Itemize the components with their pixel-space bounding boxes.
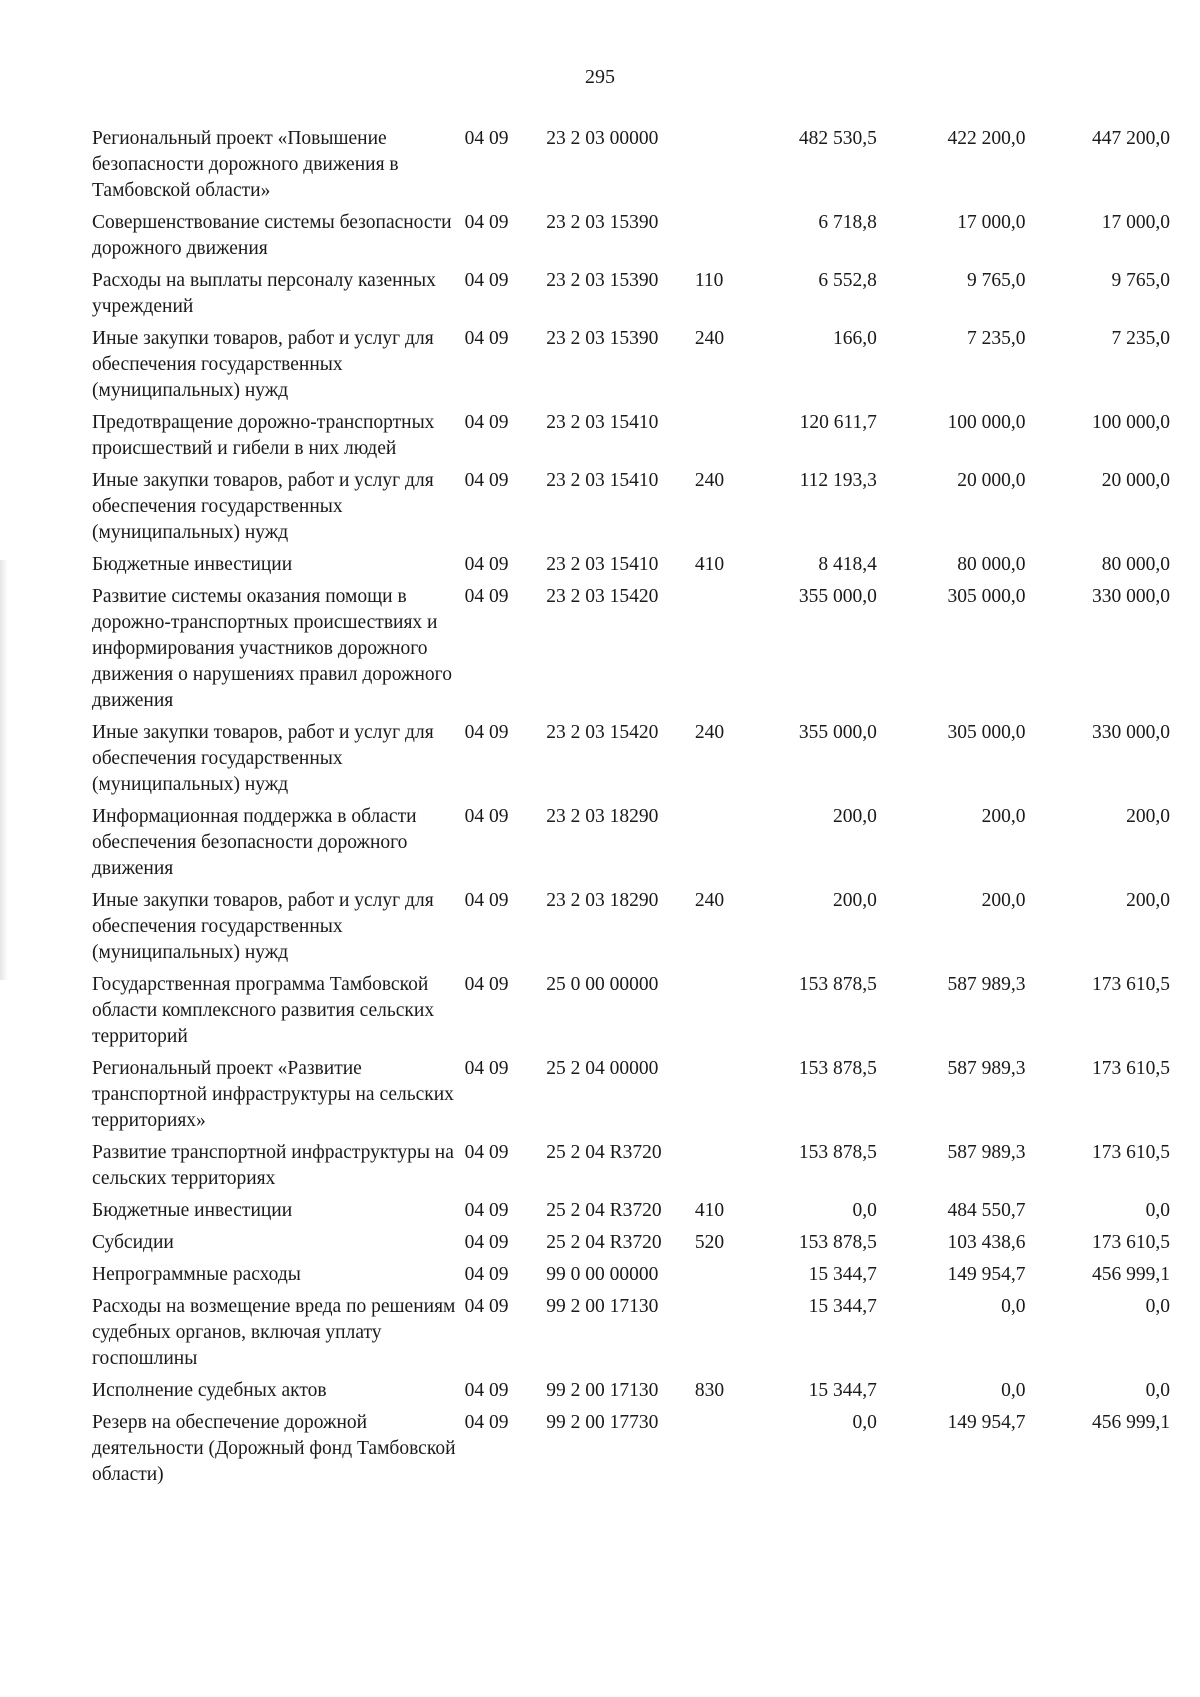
target-article-cell: 23 2 03 15420 bbox=[546, 722, 659, 743]
amount-year1-cell: 0,0 bbox=[852, 1412, 877, 1433]
target-article-cell: 23 2 03 15390 bbox=[546, 270, 659, 291]
amount-year2-cell: 305 000,0 bbox=[947, 586, 1026, 607]
amount-year3-cell: 9 765,0 bbox=[1111, 270, 1170, 291]
table-row bbox=[92, 410, 1170, 468]
section-code-cell: 04 09 bbox=[464, 212, 509, 233]
expense-type-cell bbox=[695, 410, 741, 468]
target-article-cell: 99 2 00 17730 bbox=[546, 1412, 659, 1433]
table-row bbox=[92, 1056, 1170, 1140]
amount-year1-cell: 15 344,7 bbox=[808, 1296, 877, 1317]
amount-year2-cell: 17 000,0 bbox=[957, 212, 1026, 233]
amount-year3-cell: 447 200,0 bbox=[1092, 128, 1170, 149]
expense-type-cell: 240 bbox=[694, 470, 725, 491]
expense-type-cell bbox=[695, 1140, 741, 1198]
amount-year1-cell: 15 344,7 bbox=[808, 1264, 877, 1285]
expense-type-cell: 110 bbox=[694, 270, 724, 291]
table-row bbox=[92, 1140, 1170, 1198]
amount-year1-cell: 6 552,8 bbox=[818, 270, 877, 291]
amount-year2-cell: 305 000,0 bbox=[947, 722, 1026, 743]
row-name-cell: Предотвращение дорожно-транспортных происшествий и гибели в них людей bbox=[92, 412, 435, 459]
target-article-cell: 99 0 00 00000 bbox=[546, 1264, 659, 1285]
table-row bbox=[92, 1294, 1170, 1378]
amount-year3-cell: 200,0 bbox=[1126, 890, 1170, 911]
amount-year1-cell: 153 878,5 bbox=[798, 1142, 877, 1163]
section-code-cell: 04 09 bbox=[464, 128, 509, 149]
table-row bbox=[92, 1410, 1170, 1494]
row-name-cell: Региональный проект «Развитие транспортной инфраструктуры на сельских территориях» bbox=[92, 1058, 454, 1131]
target-article-cell: 25 2 04 00000 bbox=[546, 1058, 659, 1079]
section-code-cell: 04 09 bbox=[464, 1142, 509, 1163]
amount-year1-cell: 200,0 bbox=[833, 806, 877, 827]
table-row bbox=[92, 326, 1170, 410]
amount-year3-cell: 456 999,1 bbox=[1092, 1412, 1170, 1433]
target-article-cell: 23 2 03 18290 bbox=[546, 890, 659, 911]
amount-year1-cell: 120 611,7 bbox=[799, 412, 877, 433]
expense-type-cell: 410 bbox=[694, 554, 725, 575]
row-name-cell: Иные закупки товаров, работ и услуг для обеспечения государственных (муниципальных) нужд bbox=[92, 890, 434, 963]
amount-year3-cell: 173 610,5 bbox=[1092, 1232, 1170, 1253]
expense-type-cell bbox=[695, 804, 741, 888]
amount-year1-cell: 153 878,5 bbox=[798, 1232, 877, 1253]
target-article-cell: 99 2 00 17130 bbox=[546, 1380, 659, 1401]
amount-year2-cell: 200,0 bbox=[981, 806, 1026, 827]
table-row bbox=[92, 552, 1170, 584]
section-code-cell: 04 09 bbox=[464, 586, 509, 607]
amount-year3-cell: 80 000,0 bbox=[1101, 554, 1170, 575]
target-article-cell: 99 2 00 17130 bbox=[546, 1296, 659, 1317]
amount-year2-cell: 422 200,0 bbox=[947, 128, 1026, 149]
section-code-cell: 04 09 bbox=[464, 412, 509, 433]
expense-type-cell bbox=[695, 1056, 741, 1140]
target-article-cell: 23 2 03 15390 bbox=[546, 212, 659, 233]
table-row bbox=[92, 126, 1170, 210]
row-name-cell: Непрограммные расходы bbox=[92, 1264, 301, 1285]
target-article-cell: 23 2 03 15420 bbox=[546, 586, 659, 607]
expense-type-cell bbox=[695, 972, 741, 1056]
table-row bbox=[92, 1230, 1170, 1262]
table-row bbox=[92, 804, 1170, 888]
row-name-cell: Развитие транспортной инфраструктуры на сельских территориях bbox=[92, 1142, 454, 1189]
amount-year3-cell: 20 000,0 bbox=[1101, 470, 1170, 491]
row-name-cell: Иные закупки товаров, работ и услуг для обеспечения государственных (муниципальных) нужд bbox=[92, 470, 434, 543]
target-article-cell: 25 2 04 R3720 bbox=[546, 1200, 662, 1221]
section-code-cell: 04 09 bbox=[464, 470, 509, 491]
amount-year2-cell: 587 989,3 bbox=[947, 1058, 1026, 1079]
amount-year2-cell: 200,0 bbox=[981, 890, 1026, 911]
expense-type-cell: 830 bbox=[694, 1380, 725, 1401]
row-name-cell: Развитие системы оказания помощи в дорожно-транспортных происшествиях и информирования участников дорожного движения о нарушениях правил дорожного движения bbox=[92, 586, 452, 711]
row-name-cell: Расходы на выплаты персоналу казенных учреждений bbox=[92, 270, 436, 317]
amount-year3-cell: 7 235,0 bbox=[1111, 328, 1170, 349]
section-code-cell: 04 09 bbox=[464, 1264, 509, 1285]
expense-type-cell: 240 bbox=[694, 328, 725, 349]
target-article-cell: 23 2 03 15410 bbox=[546, 470, 659, 491]
amount-year3-cell: 200,0 bbox=[1126, 806, 1170, 827]
expense-type-cell bbox=[695, 1410, 741, 1494]
expense-type-cell bbox=[695, 1294, 741, 1378]
row-name-cell: Совершенствование системы безопасности дорожного движения bbox=[92, 212, 452, 259]
target-article-cell: 23 2 03 15410 bbox=[546, 554, 659, 575]
row-name-cell: Субсидии bbox=[92, 1232, 174, 1253]
amount-year1-cell: 6 718,8 bbox=[818, 212, 877, 233]
table-row bbox=[92, 1262, 1170, 1294]
amount-year1-cell: 0,0 bbox=[852, 1200, 877, 1221]
expense-type-cell bbox=[695, 210, 741, 268]
amount-year1-cell: 482 530,5 bbox=[798, 128, 877, 149]
expense-type-cell: 240 bbox=[694, 722, 725, 743]
table-row bbox=[92, 210, 1170, 268]
section-code-cell: 04 09 bbox=[464, 328, 509, 349]
amount-year3-cell: 173 610,5 bbox=[1092, 1142, 1170, 1163]
budget-table bbox=[92, 126, 1170, 1494]
amount-year3-cell: 0,0 bbox=[1145, 1296, 1170, 1317]
amount-year1-cell: 166,0 bbox=[833, 328, 877, 349]
row-name-cell: Государственная программа Тамбовской области комплексного развития сельских территорий bbox=[92, 974, 435, 1047]
amount-year3-cell: 330 000,0 bbox=[1092, 722, 1170, 743]
target-article-cell: 25 2 04 R3720 bbox=[546, 1142, 662, 1163]
expense-type-cell: 520 bbox=[694, 1232, 725, 1253]
amount-year3-cell: 456 999,1 bbox=[1092, 1264, 1170, 1285]
amount-year2-cell: 9 765,0 bbox=[967, 270, 1026, 291]
target-article-cell: 25 2 04 R3720 bbox=[546, 1232, 662, 1253]
amount-year3-cell: 173 610,5 bbox=[1092, 974, 1170, 995]
section-code-cell: 04 09 bbox=[464, 1412, 509, 1433]
expense-type-cell: 240 bbox=[694, 890, 725, 911]
section-code-cell: 04 09 bbox=[464, 554, 509, 575]
row-name-cell: Бюджетные инвестиции bbox=[92, 1200, 293, 1221]
table-row bbox=[92, 1378, 1170, 1410]
table-row bbox=[92, 584, 1170, 720]
amount-year1-cell: 15 344,7 bbox=[808, 1380, 877, 1401]
target-article-cell: 23 2 03 18290 bbox=[546, 806, 659, 827]
amount-year2-cell: 149 954,7 bbox=[947, 1412, 1026, 1433]
section-code-cell: 04 09 bbox=[464, 890, 509, 911]
amount-year1-cell: 8 418,4 bbox=[818, 554, 877, 575]
amount-year2-cell: 100 000,0 bbox=[947, 412, 1026, 433]
expense-type-cell bbox=[695, 584, 741, 720]
section-code-cell: 04 09 bbox=[464, 1380, 509, 1401]
row-name-cell: Иные закупки товаров, работ и услуг для обеспечения государственных (муниципальных) нужд bbox=[92, 328, 434, 401]
amount-year2-cell: 80 000,0 bbox=[957, 554, 1026, 575]
amount-year2-cell: 20 000,0 bbox=[957, 470, 1026, 491]
row-name-cell: Расходы на возмещение вреда по решениям судебных органов, включая уплату госпошлины bbox=[92, 1296, 456, 1369]
table-row bbox=[92, 268, 1170, 326]
amount-year2-cell: 103 438,6 bbox=[947, 1232, 1026, 1253]
amount-year1-cell: 153 878,5 bbox=[798, 974, 877, 995]
section-code-cell: 04 09 bbox=[464, 722, 509, 743]
scan-edge-shadow bbox=[0, 560, 8, 980]
amount-year1-cell: 355 000,0 bbox=[798, 722, 877, 743]
amount-year2-cell: 587 989,3 bbox=[947, 974, 1026, 995]
amount-year2-cell: 149 954,7 bbox=[947, 1264, 1026, 1285]
section-code-cell: 04 09 bbox=[464, 806, 509, 827]
table-body bbox=[92, 126, 1170, 1494]
table-row bbox=[92, 972, 1170, 1056]
row-name-cell: Бюджетные инвестиции bbox=[92, 554, 293, 575]
expense-type-cell bbox=[695, 126, 741, 210]
amount-year3-cell: 0,0 bbox=[1145, 1380, 1170, 1401]
amount-year2-cell: 484 550,7 bbox=[947, 1200, 1026, 1221]
expense-type-cell bbox=[695, 1262, 741, 1294]
section-code-cell: 04 09 bbox=[464, 974, 509, 995]
section-code-cell: 04 09 bbox=[464, 1232, 509, 1253]
section-code-cell: 04 09 bbox=[464, 1296, 509, 1317]
row-name-cell: Резерв на обеспечение дорожной деятельности (Дорожный фонд Тамбовской области) bbox=[92, 1412, 456, 1485]
amount-year2-cell: 587 989,3 bbox=[947, 1142, 1026, 1163]
amount-year2-cell: 0,0 bbox=[1001, 1380, 1026, 1401]
amount-year1-cell: 112 193,3 bbox=[799, 470, 877, 491]
expense-type-cell: 410 bbox=[694, 1200, 725, 1221]
row-name-cell: Информационная поддержка в области обеспечения безопасности дорожного движения bbox=[92, 806, 417, 879]
amount-year3-cell: 17 000,0 bbox=[1101, 212, 1170, 233]
section-code-cell: 04 09 bbox=[464, 1058, 509, 1079]
amount-year1-cell: 153 878,5 bbox=[798, 1058, 877, 1079]
target-article-cell: 23 2 03 15410 bbox=[546, 412, 659, 433]
target-article-cell: 25 0 00 00000 bbox=[546, 974, 659, 995]
target-article-cell: 23 2 03 15390 bbox=[546, 328, 659, 349]
amount-year3-cell: 0,0 bbox=[1145, 1200, 1170, 1221]
page-number: 295 bbox=[585, 66, 615, 88]
row-name-cell: Иные закупки товаров, работ и услуг для обеспечения государственных (муниципальных) нужд bbox=[92, 722, 434, 795]
table-row bbox=[92, 720, 1170, 804]
row-name-cell: Исполнение судебных актов bbox=[92, 1380, 327, 1401]
amount-year2-cell: 7 235,0 bbox=[967, 328, 1026, 349]
amount-year1-cell: 200,0 bbox=[833, 890, 877, 911]
amount-year3-cell: 173 610,5 bbox=[1092, 1058, 1170, 1079]
row-name-cell: Региональный проект «Повышение безопасности дорожного движения в Тамбовской области» bbox=[92, 128, 399, 201]
target-article-cell: 23 2 03 00000 bbox=[546, 128, 659, 149]
amount-year1-cell: 355 000,0 bbox=[798, 586, 877, 607]
table-row bbox=[92, 1198, 1170, 1230]
amount-year3-cell: 330 000,0 bbox=[1092, 586, 1170, 607]
section-code-cell: 04 09 bbox=[464, 1200, 509, 1221]
amount-year3-cell: 100 000,0 bbox=[1092, 412, 1170, 433]
table-row bbox=[92, 888, 1170, 972]
table-row bbox=[92, 468, 1170, 552]
amount-year2-cell: 0,0 bbox=[1001, 1296, 1026, 1317]
section-code-cell: 04 09 bbox=[464, 270, 509, 291]
